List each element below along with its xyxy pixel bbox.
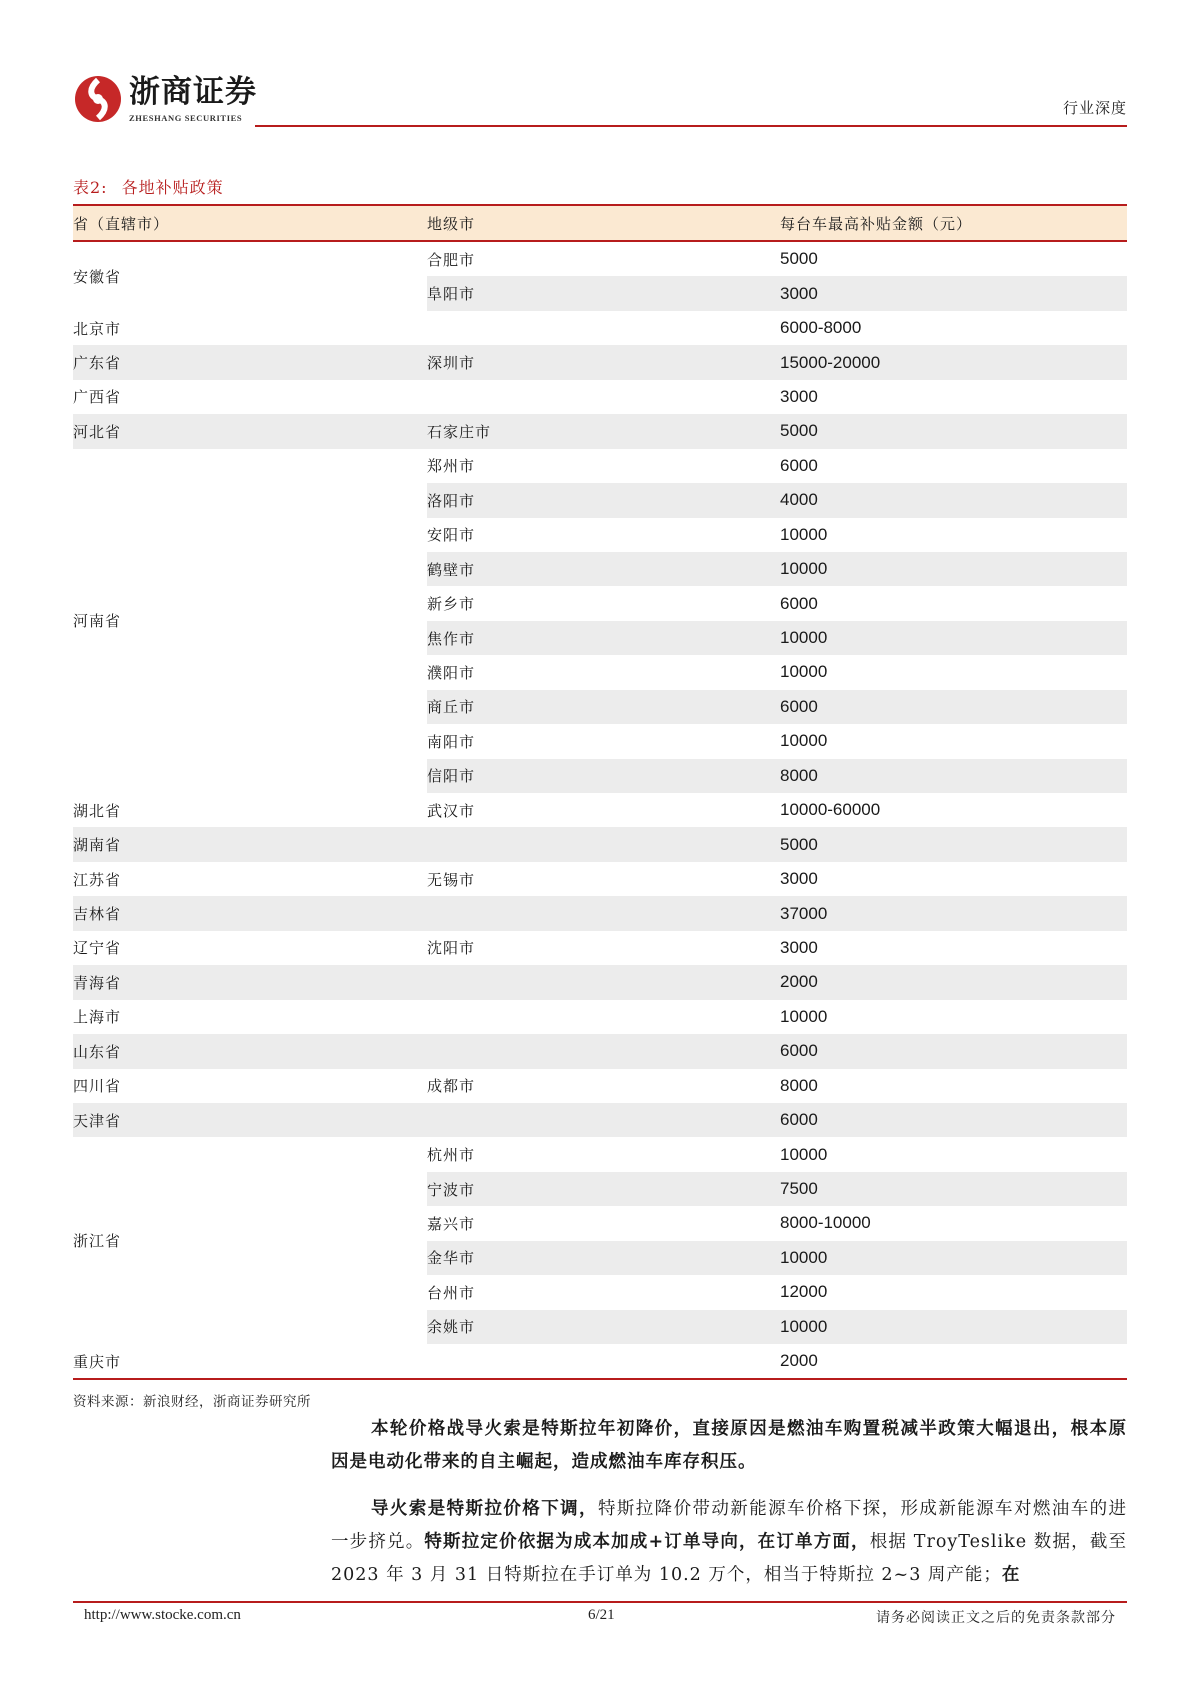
table-row: [73, 1034, 1127, 1068]
city-cell: 台州市: [427, 1283, 476, 1302]
city-cell: 无锡市: [427, 870, 476, 889]
subsidy-amount-cell: 10000: [780, 524, 828, 544]
zheshang-logo-icon: [73, 74, 123, 124]
column-header: 每台车最高补贴金额（元）: [780, 205, 1127, 241]
city-cell: [427, 380, 780, 414]
subsidy-amount-cell: 10000: [780, 1006, 828, 1026]
city-cell: 焦作市: [427, 621, 780, 655]
city-cell: [427, 827, 780, 861]
province-cell: 上海市: [73, 1008, 122, 1027]
subsidy-amount-cell: 37000: [780, 896, 1127, 930]
subsidy-amount-cell: 10000: [780, 1310, 1127, 1344]
province-cell: 江苏省: [73, 870, 122, 889]
subsidy-amount-cell: 8000-10000: [780, 1213, 871, 1233]
table-row: [73, 414, 1127, 448]
city-cell: 成都市: [427, 1077, 476, 1096]
footer-divider: [73, 1601, 1127, 1603]
subsidy-amount-cell: 3000: [780, 386, 818, 406]
province-cell: 河南省: [73, 612, 122, 631]
city-cell: 濮阳市: [427, 663, 476, 682]
subsidy-amount-cell: 10000-60000: [780, 800, 881, 820]
province-cell: 山东省: [73, 1034, 427, 1068]
table-row: [73, 1344, 1127, 1379]
subsidy-amount-cell: 6000: [780, 690, 1127, 724]
city-cell: 新乡市: [427, 595, 476, 614]
province-cell: 吉林省: [73, 896, 427, 930]
subsidy-amount-cell: 5000: [780, 414, 1127, 448]
province-cell: 北京市: [73, 319, 122, 338]
report-type: 行业深度: [1062, 99, 1127, 117]
table-row: [73, 862, 1127, 896]
paragraph-summary: 本轮价格战导火索是特斯拉年初降价，直接原因是燃油车购置税减半政策大幅退出，根本原因是电动化带来的自主崛起，造成燃油车库存积压。: [331, 1419, 1127, 1472]
column-header: 地级市: [427, 205, 780, 241]
table-row: [73, 896, 1127, 930]
city-cell: 信阳市: [427, 759, 780, 793]
disclaimer-note: 请务必阅读正文之后的免责条款部分: [876, 1610, 1116, 1626]
table-row: [73, 345, 1127, 379]
subsidy-amount-cell: 10000: [780, 731, 828, 751]
subsidy-amount-cell: 3000: [780, 869, 818, 889]
province-cell: 天津省: [73, 1103, 427, 1137]
province-cell: 四川省: [73, 1077, 122, 1096]
subsidy-amount-cell: 12000: [780, 1282, 828, 1302]
table-number: 表2:: [73, 178, 108, 197]
subsidy-amount-cell: 2000: [780, 1344, 1127, 1379]
province-cell: 青海省: [73, 965, 427, 999]
company-logo: [73, 74, 257, 124]
subsidy-amount-cell: 6000-8000: [780, 318, 862, 338]
subsidy-amount-cell: 8000: [780, 1075, 818, 1095]
city-cell: 鹤壁市: [427, 552, 780, 586]
city-cell: 郑州市: [427, 457, 476, 476]
paragraph-detail: [331, 1493, 1127, 1592]
city-cell: 合肥市: [427, 250, 476, 269]
province-cell: 重庆市: [73, 1344, 427, 1379]
column-header: 省（直辖市）: [73, 205, 427, 241]
city-cell: 余姚市: [427, 1310, 780, 1344]
city-cell: [427, 1000, 780, 1034]
bold-phrase: 特斯拉定价依据为成本加成+订单导向，在订单方面，: [424, 1532, 870, 1552]
table-row: [73, 1069, 1127, 1103]
table-row: [73, 311, 1127, 345]
table-row: [73, 241, 1127, 276]
province-cell: 广西省: [73, 388, 122, 407]
table-row: [73, 827, 1127, 861]
subsidy-amount-cell: 4000: [780, 483, 1127, 517]
subsidy-amount-cell: 7500: [780, 1172, 1127, 1206]
province-cell: 广东省: [73, 345, 427, 379]
city-cell: 洛阳市: [427, 483, 780, 517]
subsidy-amount-cell: 6000: [780, 593, 818, 613]
subsidy-amount-cell: 6000: [780, 1103, 1127, 1137]
city-cell: 沈阳市: [427, 939, 476, 958]
body-text: 根据 TroyTeslike 数据，截至 2023 年 3 月 31 日特斯拉在手订单为 10.2 万个，相当于特斯拉 2~3 周产能；: [331, 1532, 1128, 1585]
subsidy-amount-cell: 6000: [780, 455, 818, 475]
province-cell: 浙江省: [73, 1232, 122, 1251]
subsidy-amount-cell: 6000: [780, 1034, 1127, 1068]
subsidy-amount-cell: 8000: [780, 759, 1127, 793]
city-cell: 武汉市: [427, 801, 476, 820]
bold-phrase: 导火索是特斯拉价格下调，: [371, 1499, 598, 1519]
city-cell: [427, 965, 780, 999]
province-cell: 安徽省: [73, 267, 122, 286]
city-cell: 商丘市: [427, 690, 780, 724]
subsidy-amount-cell: 3000: [780, 276, 1127, 310]
logo-chinese-name: 浙商证券: [129, 74, 257, 110]
city-cell: 嘉兴市: [427, 1214, 476, 1233]
table-row: [73, 380, 1127, 414]
subsidy-amount-cell: 3000: [780, 937, 818, 957]
table-source: 资料来源：新浪财经，浙商证券研究所: [73, 1394, 311, 1410]
city-cell: 安阳市: [427, 526, 476, 545]
city-cell: 石家庄市: [427, 414, 780, 448]
table-row: [73, 931, 1127, 965]
website-link[interactable]: http://www.stocke.com.cn: [84, 1607, 241, 1623]
city-cell: 阜阳市: [427, 276, 780, 310]
subsidy-amount-cell: 5000: [780, 827, 1127, 861]
page-number: 6/21: [588, 1607, 615, 1623]
city-cell: [427, 311, 780, 345]
city-cell: 杭州市: [427, 1146, 476, 1165]
table-title: 各地补贴政策: [121, 178, 224, 197]
subsidy-amount-cell: 10000: [780, 1144, 828, 1164]
province-cell: 湖北省: [73, 801, 122, 820]
city-cell: [427, 896, 780, 930]
bold-phrase: 在: [1001, 1565, 1021, 1585]
subsidy-amount-cell: 2000: [780, 965, 1127, 999]
subsidy-amount-cell: 10000: [780, 552, 1127, 586]
table-row: [73, 965, 1127, 999]
table-header-row: [73, 205, 1127, 241]
city-cell: [427, 1103, 780, 1137]
logo-english-name: ZHESHANG SECURITIES: [129, 113, 243, 123]
table-row: [73, 1103, 1127, 1137]
subsidy-amount-cell: 10000: [780, 1241, 1127, 1275]
subsidy-amount-cell: 5000: [780, 249, 818, 269]
table-caption: [73, 175, 224, 198]
header-divider: [255, 125, 1127, 127]
province-cell: 辽宁省: [73, 939, 122, 958]
table-row: [73, 1137, 1127, 1171]
subsidy-amount-cell: 10000: [780, 662, 828, 682]
subsidy-table: [73, 204, 1127, 1380]
table-row: [73, 1000, 1127, 1034]
city-cell: 南阳市: [427, 732, 476, 751]
city-cell: 金华市: [427, 1241, 780, 1275]
city-cell: 宁波市: [427, 1172, 780, 1206]
province-cell: 湖南省: [73, 827, 427, 861]
body-text: 特斯拉降价带动新能源车价格下探，形成新能源车对燃油车的进一步挤兑。: [331, 1499, 1128, 1552]
city-cell: [427, 1034, 780, 1068]
subsidy-amount-cell: 10000: [780, 621, 1127, 655]
province-cell: 河北省: [73, 414, 427, 448]
table-row: [73, 449, 1127, 483]
table-row: [73, 793, 1127, 827]
city-cell: [427, 1344, 780, 1379]
subsidy-amount-cell: 15000-20000: [780, 345, 1127, 379]
city-cell: 深圳市: [427, 345, 780, 379]
